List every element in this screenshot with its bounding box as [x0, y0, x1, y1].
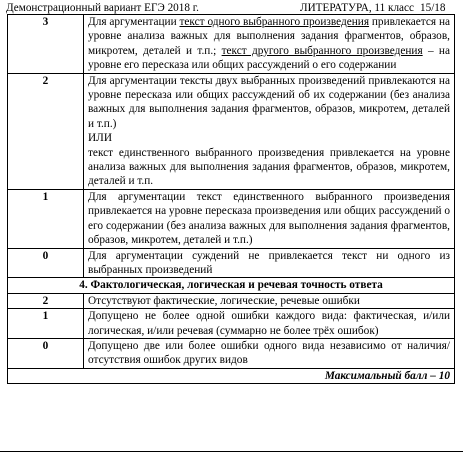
criterion-description: Отсутствуют фактические, логические, речевые ошибки [84, 293, 455, 308]
table-row [8, 248, 455, 278]
total-row [8, 368, 455, 383]
header-page-number: 15/18 [420, 2, 446, 14]
header-subject: ЛИТЕРАТУРА, 11 класс [300, 2, 414, 14]
section-title: 4. Фактологическая, логическая и речевая точность ответа [8, 278, 455, 293]
score-cell: 1 [8, 309, 84, 339]
table-row [8, 293, 455, 308]
criterion-description [84, 73, 455, 189]
section-header-row [8, 278, 455, 293]
table-row [8, 15, 455, 74]
page-bottom-rule [0, 451, 463, 452]
table-row [8, 309, 455, 339]
max-score: Максимальный балл – 10 [8, 368, 455, 383]
criteria-table [7, 14, 455, 384]
criterion-text-part: – на уровне его пересказа или общих рассуждений о его содержании [88, 44, 450, 72]
criterion-option-b: текст единственного выбранного произведения привлекается на уровне анализа важных для выполнения задания фрагментов, образов, микротем, деталей и т.п. [88, 146, 450, 188]
criterion-text-part: привлекается на уровне анализа важных для выполнения задания фрагментов, образов, микротем, деталей и т.п.; [88, 16, 450, 57]
criterion-text-part: Для аргументации [88, 16, 180, 28]
criterion-option-a: Для аргументации тексты двух выбранных произведений привлекаются на уровне пересказа или общих рассуждений об их содержании (без анализа важных для выполнения задания фрагментов, образов, микротем, деталей и т.п.) [88, 74, 450, 130]
score-cell: 0 [8, 338, 84, 368]
score-cell: 2 [8, 293, 84, 308]
criterion-underlined-part: текст другого выбранного произведения [221, 44, 423, 57]
table-row [8, 73, 455, 189]
score-cell: 3 [8, 15, 84, 74]
score-cell: 1 [8, 189, 84, 248]
criterion-description: Допущено не более одной ошибки каждого вида: фактическая, и/или логическая, и/или речевая (суммарно не более трёх ошибок) [84, 309, 455, 339]
score-cell: 0 [8, 248, 84, 278]
criterion-underlined-part: текст одного выбранного произведения [179, 16, 370, 28]
header-document-title: Демонстрационный вариант ЕГЭ 2018 г. [6, 2, 199, 14]
criterion-description: Допущено две или более ошибки одного вида независимо от наличия/отсутствия ошибок других видов [84, 338, 455, 368]
score-cell: 2 [8, 73, 84, 189]
table-row [8, 189, 455, 248]
criterion-or-separator: ИЛИ [88, 132, 112, 145]
criterion-description: Для аргументации текст единственного выбранного произведения привлекается на уровне пересказа произведения или общих рассуждений о его содержании (без анализа важных для выполнения задания фрагментов, образов, микротем, деталей и т.п.) [84, 189, 455, 248]
table-row [8, 338, 455, 368]
criterion-description: Для аргументации суждений не привлекается текст ни одного из выбранных произведений [84, 248, 455, 278]
criterion-description [84, 15, 455, 74]
